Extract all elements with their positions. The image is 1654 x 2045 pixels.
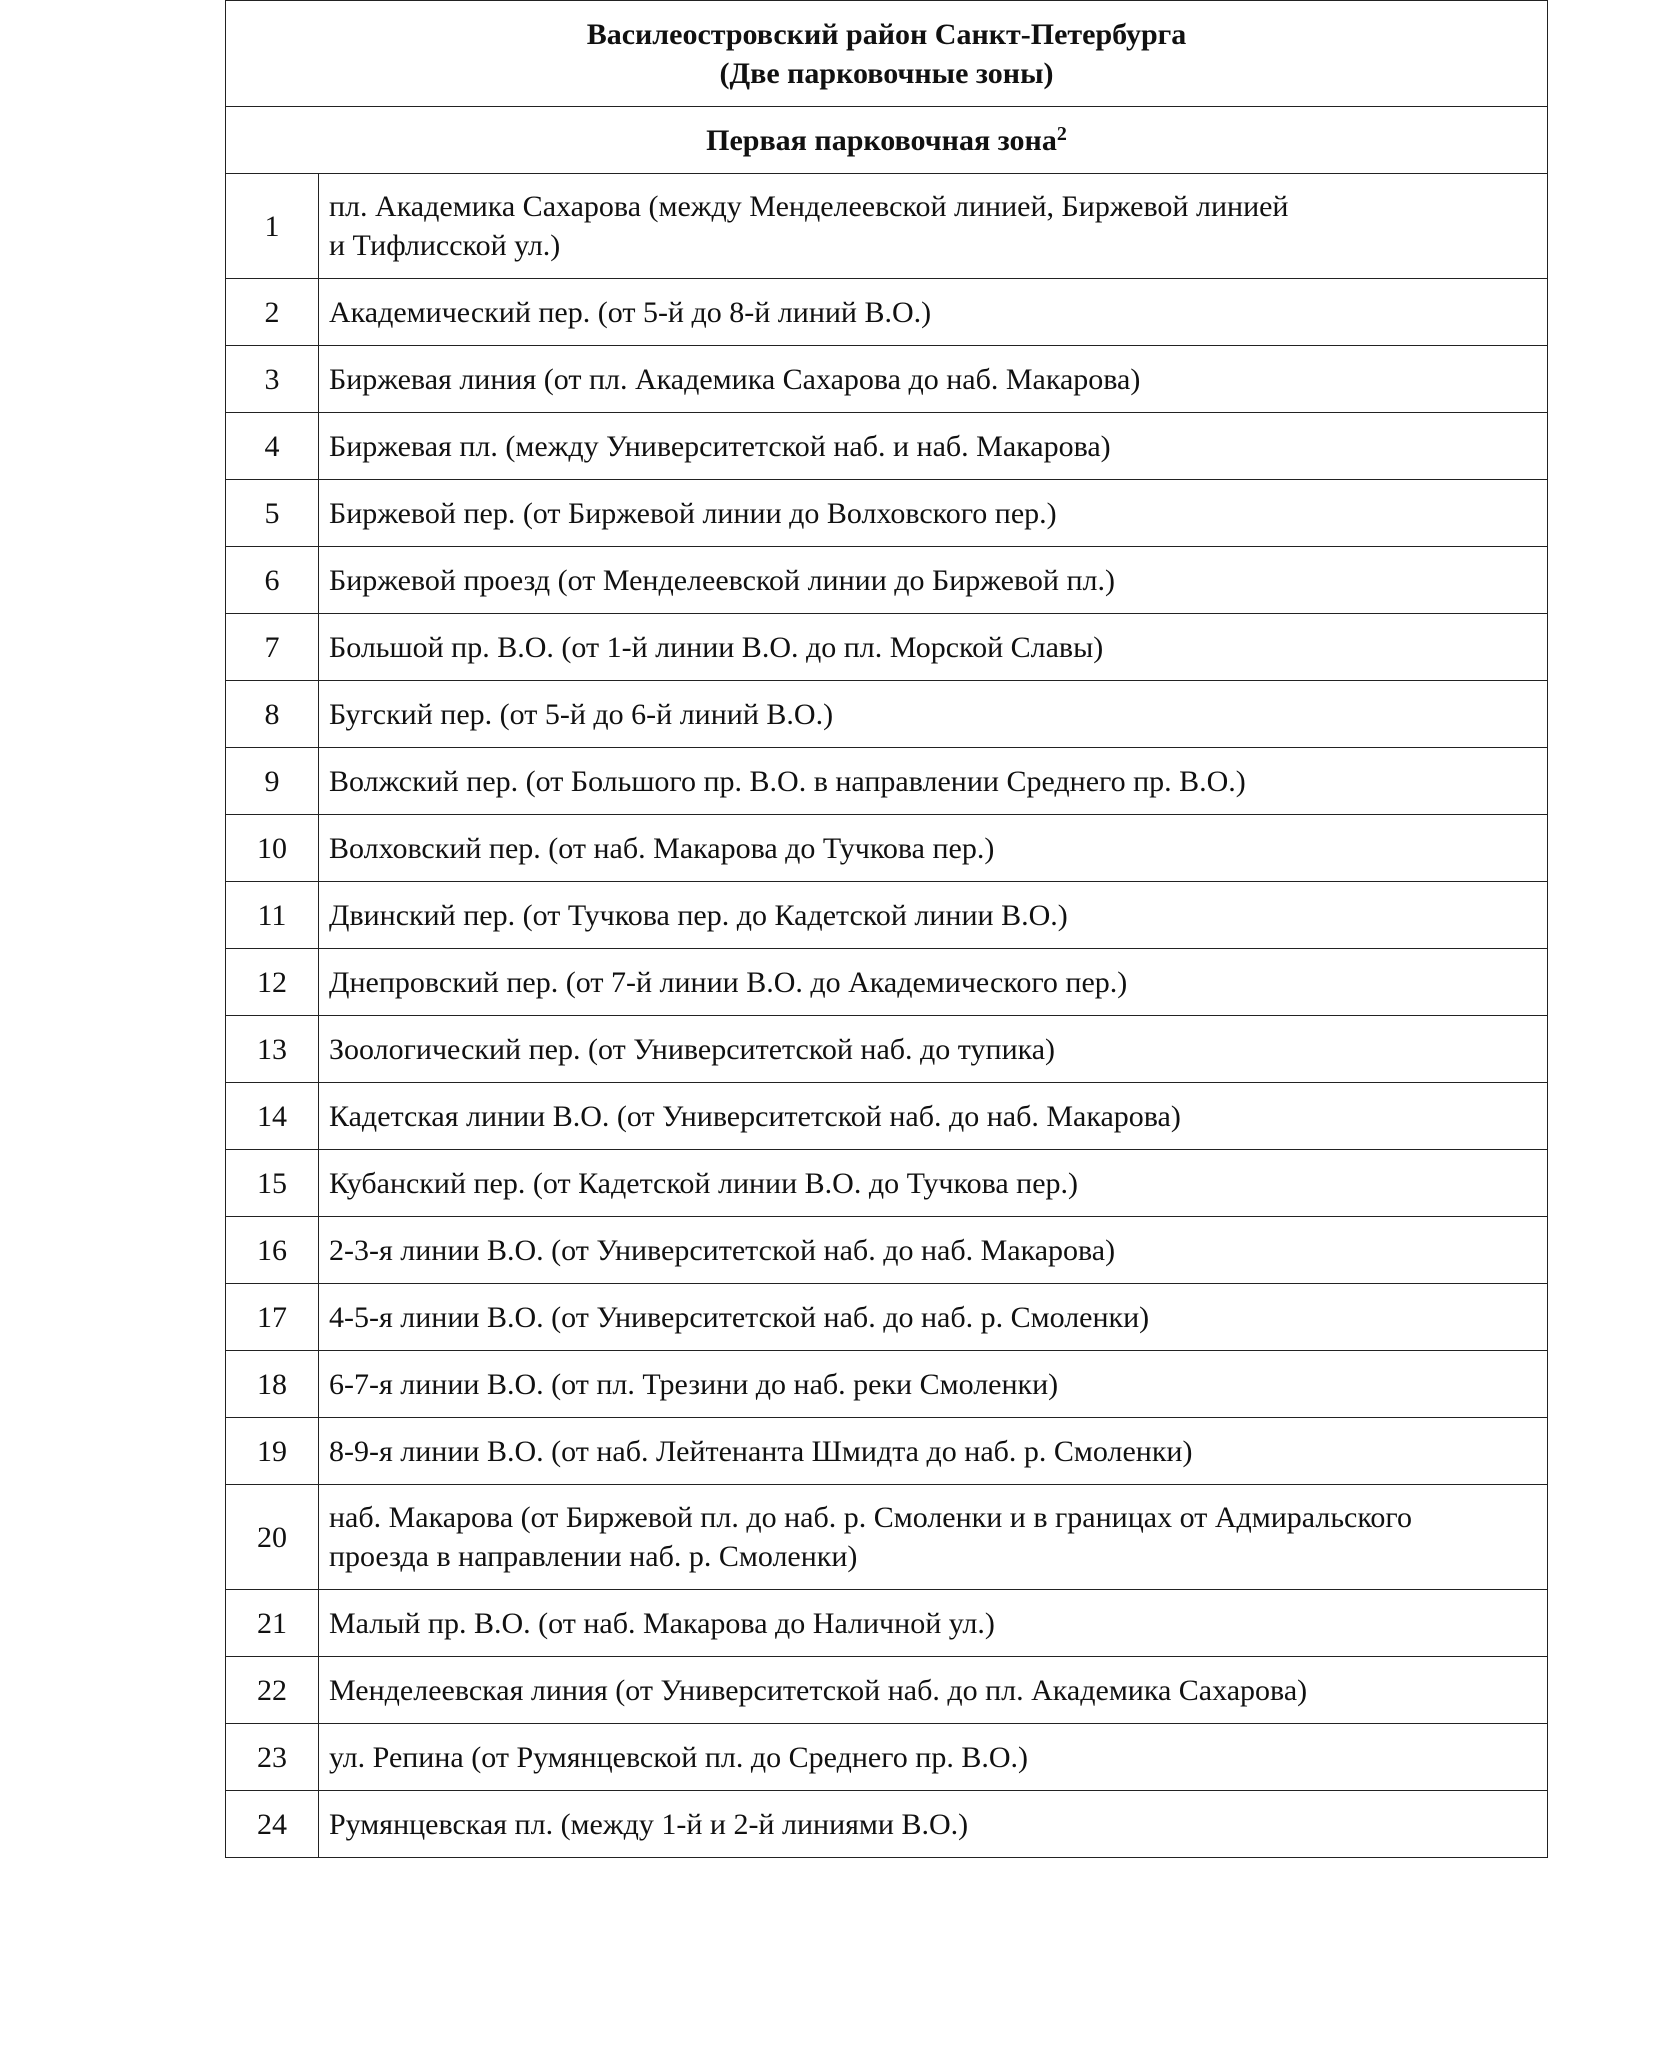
description-line: Биржевой пер. (от Биржевой линии до Волховского пер.) bbox=[329, 496, 1057, 530]
table-row bbox=[226, 1791, 1548, 1858]
table-row bbox=[226, 1217, 1548, 1284]
description-line: Румянцевская пл. (между 1-й и 2-й линиями В.О.) bbox=[329, 1807, 969, 1841]
zone-header-row bbox=[226, 107, 1548, 174]
description-line: проезда в направлении наб. р. Смоленки) bbox=[329, 1540, 858, 1573]
row-description bbox=[319, 1791, 1548, 1858]
table-row bbox=[226, 346, 1548, 413]
row-description bbox=[319, 413, 1548, 480]
description-line: Волховский пер. (от наб. Макарова до Тучкова пер.) bbox=[329, 831, 995, 865]
description-line: Волжский пер. (от Большого пр. В.О. в направлении Среднего пр. В.О.) bbox=[329, 764, 1246, 798]
description-line: 6-7-я линии В.О. (от пл. Трезини до наб. реки Смоленки) bbox=[329, 1367, 1059, 1401]
row-number: 15 bbox=[226, 1150, 319, 1217]
table-row bbox=[226, 1284, 1548, 1351]
description-line: Малый пр. В.О. (от наб. Макарова до Наличной ул.) bbox=[329, 1606, 995, 1640]
document-page bbox=[225, 0, 1547, 1858]
row-number: 12 bbox=[226, 949, 319, 1016]
row-number: 14 bbox=[226, 1083, 319, 1150]
table-row bbox=[226, 681, 1548, 748]
table-row bbox=[226, 1016, 1548, 1083]
table-row bbox=[226, 949, 1548, 1016]
row-number: 23 bbox=[226, 1724, 319, 1791]
row-number: 7 bbox=[226, 614, 319, 681]
table-row bbox=[226, 480, 1548, 547]
row-number: 4 bbox=[226, 413, 319, 480]
row-number: 24 bbox=[226, 1791, 319, 1858]
description-line: Академический пер. (от 5-й до 8-й линий В.О.) bbox=[329, 295, 932, 329]
table-body bbox=[226, 1, 1548, 1858]
description-line: ул. Репина (от Румянцевской пл. до Среднего пр. В.О.) bbox=[329, 1740, 1028, 1774]
row-description bbox=[319, 1150, 1548, 1217]
description-line: Кубанский пер. (от Кадетской линии В.О. до Тучкова пер.) bbox=[329, 1166, 1079, 1200]
description-line: Биржевая линия (от пл. Академика Сахарова до наб. Макарова) bbox=[329, 362, 1141, 396]
description-line: Днепровский пер. (от 7-й линии В.О. до Академического пер.) bbox=[329, 965, 1128, 999]
table-row bbox=[226, 1724, 1548, 1791]
table-row bbox=[226, 882, 1548, 949]
table-row bbox=[226, 1418, 1548, 1485]
table-row bbox=[226, 1083, 1548, 1150]
row-description bbox=[319, 1351, 1548, 1418]
row-number: 11 bbox=[226, 882, 319, 949]
row-description bbox=[319, 1590, 1548, 1657]
row-description bbox=[319, 1657, 1548, 1724]
description-line: 2-3-я линии В.О. (от Университетской наб. до наб. Макарова) bbox=[329, 1233, 1116, 1267]
row-number: 20 bbox=[226, 1485, 319, 1590]
table-row bbox=[226, 815, 1548, 882]
row-description bbox=[319, 279, 1548, 346]
description-line: Биржевой проезд (от Менделеевской линии до Биржевой пл.) bbox=[329, 563, 1115, 597]
row-description bbox=[319, 815, 1548, 882]
description-line: Менделеевская линия (от Университетской наб. до пл. Академика Сахарова) bbox=[329, 1673, 1308, 1707]
row-description bbox=[319, 748, 1548, 815]
district-subtitle: (Две парковочные зоны) bbox=[719, 56, 1054, 90]
description-line: 8-9-я линии В.О. (от наб. Лейтенанта Шмидта до наб. р. Смоленки) bbox=[329, 1434, 1193, 1468]
row-number: 8 bbox=[226, 681, 319, 748]
row-description bbox=[319, 346, 1548, 413]
row-description bbox=[319, 949, 1548, 1016]
row-description bbox=[319, 1217, 1548, 1284]
table-row bbox=[226, 279, 1548, 346]
row-description bbox=[319, 681, 1548, 748]
row-number: 3 bbox=[226, 346, 319, 413]
row-number: 21 bbox=[226, 1590, 319, 1657]
row-number: 9 bbox=[226, 748, 319, 815]
table-row bbox=[226, 413, 1548, 480]
district-header-row bbox=[226, 1, 1548, 107]
zone-title: Первая парковочная зона bbox=[706, 123, 1057, 157]
description-line: Кадетская линии В.О. (от Университетской наб. до наб. Макарова) bbox=[329, 1099, 1181, 1133]
row-description bbox=[319, 547, 1548, 614]
row-number: 6 bbox=[226, 547, 319, 614]
description-line: пл. Академика Сахарова (между Менделеевской линией, Биржевой линией bbox=[329, 190, 1289, 223]
row-number: 10 bbox=[226, 815, 319, 882]
parking-zone-table bbox=[225, 0, 1548, 1858]
table-row bbox=[226, 614, 1548, 681]
row-number: 17 bbox=[226, 1284, 319, 1351]
zone-title-cell bbox=[226, 107, 1548, 174]
description-line: Двинский пер. (от Тучкова пер. до Кадетской линии В.О.) bbox=[329, 898, 1068, 932]
table-row bbox=[226, 1590, 1548, 1657]
description-line: 4-5-я линии В.О. (от Университетской наб. до наб. р. Смоленки) bbox=[329, 1300, 1150, 1334]
row-description bbox=[319, 1485, 1548, 1590]
description-line: Бугский пер. (от 5-й до 6-й линий В.О.) bbox=[329, 697, 834, 731]
table-row bbox=[226, 547, 1548, 614]
row-description bbox=[319, 1083, 1548, 1150]
table-row bbox=[226, 1657, 1548, 1724]
description-line: и Тифлисской ул.) bbox=[329, 229, 561, 262]
table-row bbox=[226, 1485, 1548, 1590]
row-description bbox=[319, 480, 1548, 547]
row-description bbox=[319, 882, 1548, 949]
district-title: Василеостровский район Санкт-Петербурга bbox=[586, 17, 1187, 51]
table-row bbox=[226, 174, 1548, 279]
row-description bbox=[319, 174, 1548, 279]
description-line: Большой пр. В.О. (от 1-й линии В.О. до пл. Морской Славы) bbox=[329, 630, 1104, 664]
row-description bbox=[319, 1418, 1548, 1485]
description-line: Биржевая пл. (между Университетской наб. и наб. Макарова) bbox=[329, 429, 1111, 463]
district-title-cell bbox=[226, 1, 1548, 107]
row-number: 5 bbox=[226, 480, 319, 547]
row-number: 19 bbox=[226, 1418, 319, 1485]
row-description bbox=[319, 1724, 1548, 1791]
table-row bbox=[226, 1150, 1548, 1217]
row-number: 18 bbox=[226, 1351, 319, 1418]
row-number: 13 bbox=[226, 1016, 319, 1083]
description-line: наб. Макарова (от Биржевой пл. до наб. р. Смоленки и в границах от Адмиральского bbox=[329, 1501, 1412, 1534]
row-description bbox=[319, 1284, 1548, 1351]
table-row bbox=[226, 748, 1548, 815]
table-row bbox=[226, 1351, 1548, 1418]
zone-footnote-marker: 2 bbox=[1056, 122, 1067, 145]
description-line: Зоологический пер. (от Университетской наб. до тупика) bbox=[329, 1032, 1056, 1066]
row-description bbox=[319, 1016, 1548, 1083]
row-description bbox=[319, 614, 1548, 681]
row-number: 1 bbox=[226, 174, 319, 279]
row-number: 22 bbox=[226, 1657, 319, 1724]
row-number: 16 bbox=[226, 1217, 319, 1284]
row-number: 2 bbox=[226, 279, 319, 346]
